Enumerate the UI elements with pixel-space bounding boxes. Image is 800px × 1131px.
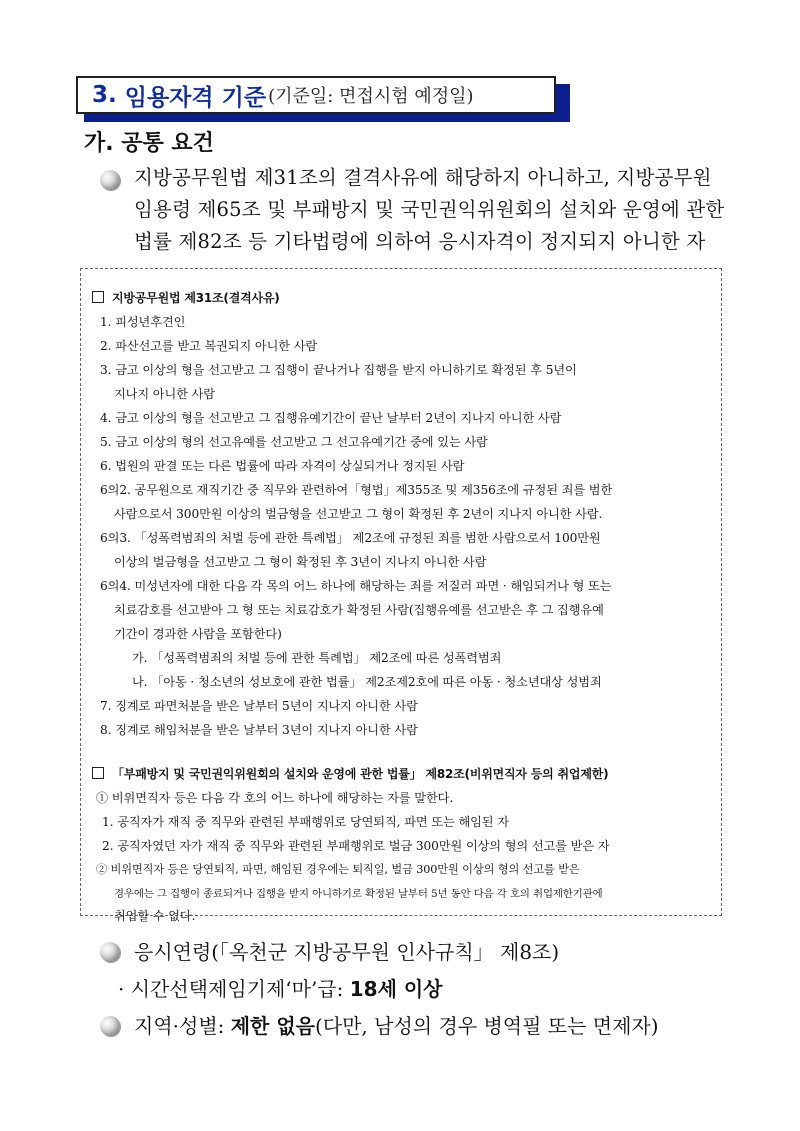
law-line: 6의3. 「성폭력범죄의 처벌 등에 관한 특례법」 제2조에 규정된 죄를 범한 사람으로서 100만원: [100, 531, 601, 545]
law-line: 6의2. 공무원으로 재직기간 중 직무와 관련하여「형법」제355조 및 제356조에 규정된 죄를 범한: [100, 483, 613, 497]
law-line: 2. 파산선고를 받고 복권되지 아니한 사람: [100, 339, 318, 353]
law-line: 5. 금고 이상의 형의 선고유예를 선고받고 그 선고유예기간 중에 있는 사람: [100, 435, 488, 449]
law-line: 취업할 수 없다.: [114, 909, 196, 923]
law-line: 2. 공직자였던 자가 재직 중 직무와 관련된 부패행위로 벌금 300만원 이상의 형의 선고를 받은 자: [102, 839, 610, 853]
checkbox-icon: [92, 767, 104, 779]
subsection-title: 가. 공통 요건: [84, 131, 214, 156]
bullet-icon: [100, 1016, 120, 1036]
law-line: 치료감호를 선고받아 그 형 또는 치료감호가 확정된 사람(집행유예를 선고받은 후 그 집행유예: [114, 603, 604, 617]
bullet-icon: [100, 170, 120, 190]
law-line: ② 비위면직자 등은 당연퇴직, 파면, 해임된 경우에는 퇴직일, 벌금 300만원 이상의 형의 선고를 받은: [96, 863, 580, 876]
region-gender-prefix: 지역·성별:: [134, 1014, 231, 1038]
law-line: 사람으로서 300만원 이상의 벌금형을 선고받고 그 형이 확정된 후 2년이 지나지 아니한 사람.: [114, 507, 603, 521]
law-section1-title-text: 지방공무원법 제31조(결격사유): [112, 291, 280, 305]
section-title: 임용자격 기준: [124, 84, 267, 111]
law-line: 기간이 경과한 사람을 포함한다): [114, 627, 282, 641]
law-line: 6. 법원의 판결 또는 다른 법률에 따라 자격이 상실되거나 정지된 사람: [100, 459, 465, 473]
section-header: [76, 76, 556, 114]
law-line: 7. 징계로 파면처분을 받은 날부터 5년이 지나지 아니한 사람: [100, 699, 418, 713]
common-requirement: [100, 162, 734, 258]
age-detail: [118, 973, 443, 1002]
common-requirement-text: [134, 162, 734, 258]
law-line: 가. 「성폭력범죄의 처벌 등에 관한 특례법」 제2조에 따른 성폭력범죄: [132, 651, 502, 665]
law-line: 1. 피성년후견인: [100, 315, 186, 329]
region-gender-suffix: (다만, 남성의 경우 병역필 또는 면제자): [314, 1014, 659, 1038]
region-gender-text: [134, 1010, 659, 1039]
bullet-icon: [100, 942, 120, 962]
header-shadow-bottom: [84, 114, 570, 122]
age-label: 응시연령(「옥천군 지방공무원 인사규칙」 제8조): [134, 940, 560, 964]
law-line: ① 비위면직자 등은 다음 각 호의 어느 하나에 해당하는 자를 말한다.: [96, 791, 454, 805]
law-section1-title: [92, 289, 280, 306]
law-line: 1. 공직자가 재직 중 직무와 관련된 부패행위로 당연퇴직, 파면 또는 해임된 자: [102, 815, 509, 829]
section-number: 3.: [92, 82, 117, 108]
requirement-line: 지방공무원법 제31조의 결격사유에 해당하지 아니하고, 지방공무원: [134, 166, 712, 189]
region-gender-requirement: [100, 1010, 659, 1039]
law-line: 8. 징계로 해임처분을 받은 날부터 3년이 지나지 아니한 사람: [100, 723, 418, 737]
requirement-line: 임용령 제65조 및 부패방지 및 국민권익위원회의 설치와 운영에 관한: [134, 198, 725, 221]
age-detail-value: 18세 이상: [349, 977, 443, 1001]
law-line: 3. 금고 이상의 형을 선고받고 그 집행이 끝나거나 집행을 받지 아니하기로 확정된 후 5년이: [100, 363, 577, 377]
age-requirement: [100, 936, 559, 965]
law-line: 지나지 아니한 사람: [114, 387, 215, 401]
law-line: 6의4. 미성년자에 대한 다음 각 목의 어느 하나에 해당하는 죄를 저질러 파면 · 해임되거나 형 또는: [100, 579, 612, 593]
requirement-line: 법률 제82조 등 기타법령에 의하여 응시자격이 정지되지 아니한 자: [134, 230, 706, 253]
region-gender-value: 제한 없음: [230, 1014, 315, 1038]
age-detail-prefix: · 시간선택제임기제‘마’급:: [118, 977, 350, 1001]
law-section2-title: [92, 765, 608, 782]
section-subtitle: (기준일: 면접시험 예정일): [268, 86, 474, 107]
law-line: 나. 「아동 · 청소년의 성보호에 관한 법률」 제2조제2호에 따른 아동 · 청소년대상 성범죄: [132, 675, 602, 689]
law-line: 4. 금고 이상의 형을 선고받고 그 집행유예기간이 끝난 날부터 2년이 지나지 아니한 사람: [100, 411, 562, 425]
law-line: 경우에는 그 집행이 종료되거나 집행을 받지 아니하기로 확정된 날부터 5년 동안 다음 각 호의 취업제한기관에: [114, 888, 603, 900]
checkbox-icon: [92, 291, 104, 303]
law-line: 이상의 벌금형을 선고받고 그 형이 확정된 후 3년이 지나지 아니한 사람: [114, 555, 487, 569]
law-section2-title-text: 「부패방지 및 국민권익위원회의 설치와 운영에 관한 법률」 제82조(비위면직자 등의 취업제한): [112, 767, 609, 781]
